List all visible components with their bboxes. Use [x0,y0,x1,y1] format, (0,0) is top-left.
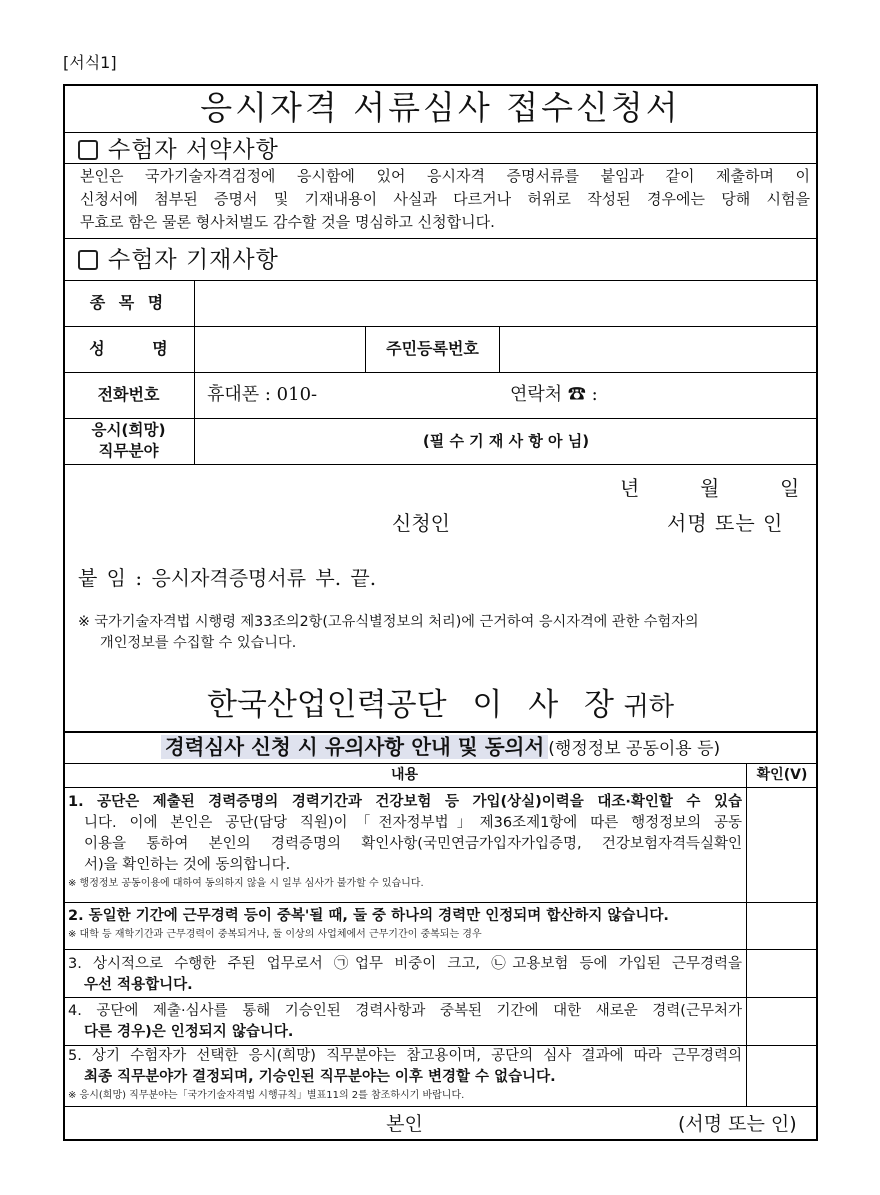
applicant-name-field[interactable] [195,327,365,371]
item-name-field[interactable] [195,281,817,325]
pledge-heading [78,135,279,165]
notice-item-3: 3. 상시적으로 수행한 주된 업무로서 ㉠업무 비중이 크고, ㉡고용보험 등에 가입된 근무경력을 우선 적용합니다. [68,956,742,993]
desired-field-label: 응시(희망) 직무분야 [91,421,166,460]
date-year: 년 [620,476,640,500]
date-month: 월 [700,476,720,500]
page-title: 응시자격 서류심사 접수신청서 [200,88,681,127]
notice-note-2: ※ 대학 등 재학기간과 근무경력이 중복되거나, 둘 이상의 사업체에서 근무기간이 중복되는 경우 [68,929,482,940]
form-code: [서식1] [63,53,117,72]
check-cell-3[interactable] [747,950,817,996]
mobile-field[interactable]: 휴대폰 : 010- [207,384,318,405]
notice-note-5: ※ 응시(희망) 직무분야는「국가기술자격법 시행규칙」별표11의 2를 참조하시기 바랍니다. [68,1090,465,1101]
check-cell-4[interactable] [747,998,817,1044]
addressee: 한국산업인력공단 이 사 장 귀하 [206,687,675,723]
signature-label[interactable]: 서명 또는 인 [667,511,784,535]
rrn-label: 주민등록번호 [386,339,479,358]
column-content-header: 내용 [390,767,419,783]
check-cell-1[interactable] [747,788,817,901]
contact-field[interactable]: 연락처 ☎ : [510,384,598,405]
notice-item-4: 4. 공단에 제출·심사를 통해 기승인된 경력사항과 중복된 기간에 대한 새로운 경력(근무처가 다른 경우)은 인정되지 않습니다. [68,1003,742,1040]
notice-item-1: 1. 공단은 제출된 경력증명의 경력기간과 건강보험 등 가입(상실)이력을 대조·확인할 수 있습 니다. 이에 본인은 공단(담당 직원)이「전자정부법」제36조제1항에 따른 행정정보의 공동 이용을 통하여 본인의 경력증명의 확인사항(국민연금가입자가입증명, 건강보험자격득실확인 서)을 확인하는 것에 동의합니다. ※ 행정정보 공동이용에 대하여 동의하지 않을 시 일부 심사가 불가할 수 있습니다. [68,794,742,889]
column-check-header: 확인(V) [756,767,808,783]
pledge-heading-text: 수험자 서약사항 [108,137,279,163]
checkbox-icon [78,250,98,270]
check-cell-2[interactable] [747,903,817,948]
footer-signature[interactable]: (서명 또는 인) [678,1113,797,1135]
rrn-field[interactable] [500,327,817,371]
item-name-label: 종 목 명 [89,293,168,312]
privacy-note: ※ 국가기술자격법 시행령 제33조의2항(고유식별정보의 처리)에 근거하여 응시자격에 관한 수험자의 개인정보를 수집할 수 있습니다. [78,614,699,651]
checkbox-icon [78,140,98,160]
applicant-label: 신청인 [392,511,450,535]
notice-heading: 경력심사 신청 시 유의사항 안내 및 동의서 (행정정보 공동이용 등) [63,733,818,764]
entries-heading [78,244,279,276]
notice-note-1: ※ 행정정보 공동이용에 대하여 동의하지 않을 시 일부 심사가 불가할 수 있습니다. [68,878,424,889]
footer-self-label: 본인 [386,1113,423,1135]
notice-item-5: 5. 상기 수험자가 선택한 응시(희망) 직무분야는 참고용이며, 공단의 심사 결과에 따라 근무경력의 최종 직무분야가 결정되며, 기승인된 직무분야는 이후 변경할 수 없습니다. ※ 응시(희망) 직무분야는「국가기술자격법 시행규칙」별표11의 2를 참조하시기 바랍니다. [68,1048,742,1101]
notice-item-2: 2. 동일한 기간에 근무경력 등이 중복'될 때, 둘 중 하나의 경력만 인정되며 합산하지 않습니다. ※ 대학 등 재학기간과 근무경력이 중복되거나, 둘 이상의 사업체에서 근무기간이 중복되는 경우 [68,906,744,942]
applicant-name-label: 성 명 [89,339,168,358]
attachment-text: 붙 임 : 응시자격증명서류 부. 끝. [78,566,377,590]
desired-field-note[interactable]: (필 수 기 재 사 항 아 님) [422,432,590,450]
phone-label: 전화번호 [97,385,160,404]
pledge-text: 본인은 국가기술자격검정에 응시함에 있어 응시자격 증명서류를 붙임과 같이 제출하며 이 신청서에 첨부된 증명서 및 기재내용이 사실과 다르거나 허위로 작성된 경우에는 당해 시험을 무효로 함은 물론 형사처벌도 감수할 것을 명심하고 신청합니다. [80,167,810,231]
entries-heading-text: 수험자 기재사항 [108,247,279,273]
date-day: 일 [780,476,800,500]
check-cell-5[interactable] [747,1046,817,1105]
